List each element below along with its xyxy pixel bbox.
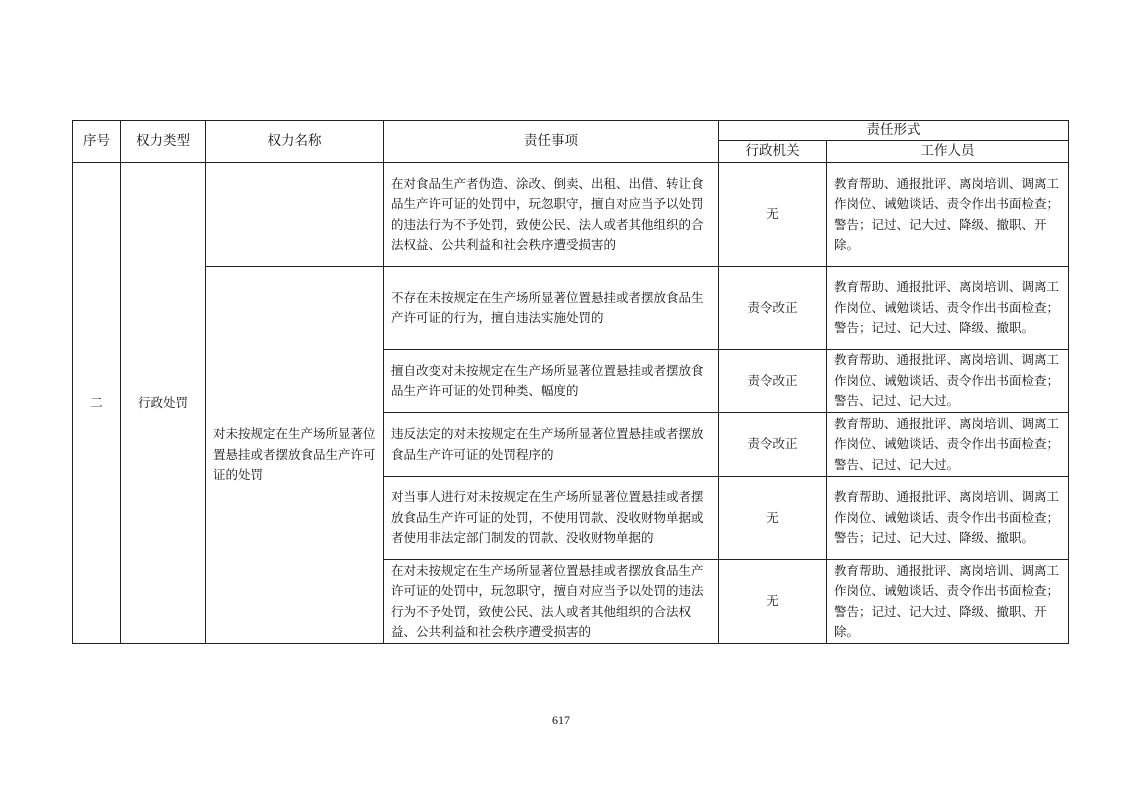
header-admin-org: 行政机关 [719, 141, 827, 163]
cell-matter: 在对未按规定在生产场所显著位置悬挂或者摆放食品生产许可证的处罚中，玩忽职守，擅自对应当予以处罚的违法行为不予处罚，致使公民、法人或者其他组织的合法权益、公共利益和社会秩序遭受损害的 [384, 560, 719, 644]
cell-staff: 教育帮助、通报批评、离岗培训、调离工作岗位、诫勉谈话、责令作出书面检查；警告、记过、记大过。 [827, 350, 1069, 413]
cell-matter: 不存在未按规定在生产场所显著位置悬挂或者摆放食品生产许可证的行为，擅自违法实施处罚的 [384, 267, 719, 350]
cell-staff: 教育帮助、通报批评、离岗培训、调离工作岗位、诫勉谈话、责令作出书面检查；警告；记过、记大过、降级、撤职。 [827, 477, 1069, 560]
cell-matter: 违反法定的对未按规定在生产场所显著位置悬挂或者摆放食品生产许可证的处罚程序的 [384, 413, 719, 477]
table-row [73, 163, 1069, 267]
header-power-name: 权力名称 [206, 121, 384, 163]
cell-org: 责令改正 [719, 267, 827, 350]
cell-matter: 对当事人进行对未按规定在生产场所显著位置悬挂或者摆放食品生产许可证的处罚，不使用罚款、没收财物单据或者使用非法定部门制发的罚款、没收财物单据的 [384, 477, 719, 560]
table-row [73, 267, 1069, 350]
header-responsibility-matter: 责任事项 [384, 121, 719, 163]
cell-seq: 二 [73, 163, 121, 644]
header-power-type: 权力类型 [121, 121, 206, 163]
cell-staff: 教育帮助、通报批评、离岗培训、调离工作岗位、诫勉谈话、责令作出书面检查；警告；记过、记大过、降级、撤职、开除。 [827, 163, 1069, 267]
cell-staff: 教育帮助、通报批评、离岗培训、调离工作岗位、诫勉谈话、责令作出书面检查；警告、记过、记大过。 [827, 413, 1069, 477]
header-responsibility-form: 责任形式 [719, 121, 1069, 141]
cell-staff: 教育帮助、通报批评、离岗培训、调离工作岗位、诫勉谈话、责令作出书面检查；警告；记过、记大过、降级、撤职。 [827, 267, 1069, 350]
cell-power-type: 行政处罚 [121, 163, 206, 644]
cell-org: 无 [719, 477, 827, 560]
cell-matter: 在对食品生产者伪造、涂改、倒卖、出租、出借、转让食品生产许可证的处罚中，玩忽职守，擅自对应当予以处罚的违法行为不予处罚，致使公民、法人或者其他组织的合法权益、公共利益和社会秩序遭受损害的 [384, 163, 719, 267]
cell-org: 责令改正 [719, 413, 827, 477]
cell-power-name-empty [206, 163, 384, 267]
cell-org: 无 [719, 560, 827, 644]
responsibility-table [72, 120, 1069, 644]
cell-power-name: 对未按规定在生产场所显著位置悬挂或者摆放食品生产许可证的处罚 [206, 267, 384, 644]
cell-matter: 擅自改变对未按规定在生产场所显著位置悬挂或者摆放食品生产许可证的处罚种类、幅度的 [384, 350, 719, 413]
page-number: 617 [552, 713, 570, 727]
cell-staff: 教育帮助、通报批评、离岗培训、调离工作岗位、诫勉谈话、责令作出书面检查；警告；记过、记大过、降级、撤职、开除。 [827, 560, 1069, 644]
header-staff: 工作人员 [827, 141, 1069, 163]
header-seq: 序号 [73, 121, 121, 163]
cell-org: 无 [719, 163, 827, 267]
cell-org: 责令改正 [719, 350, 827, 413]
